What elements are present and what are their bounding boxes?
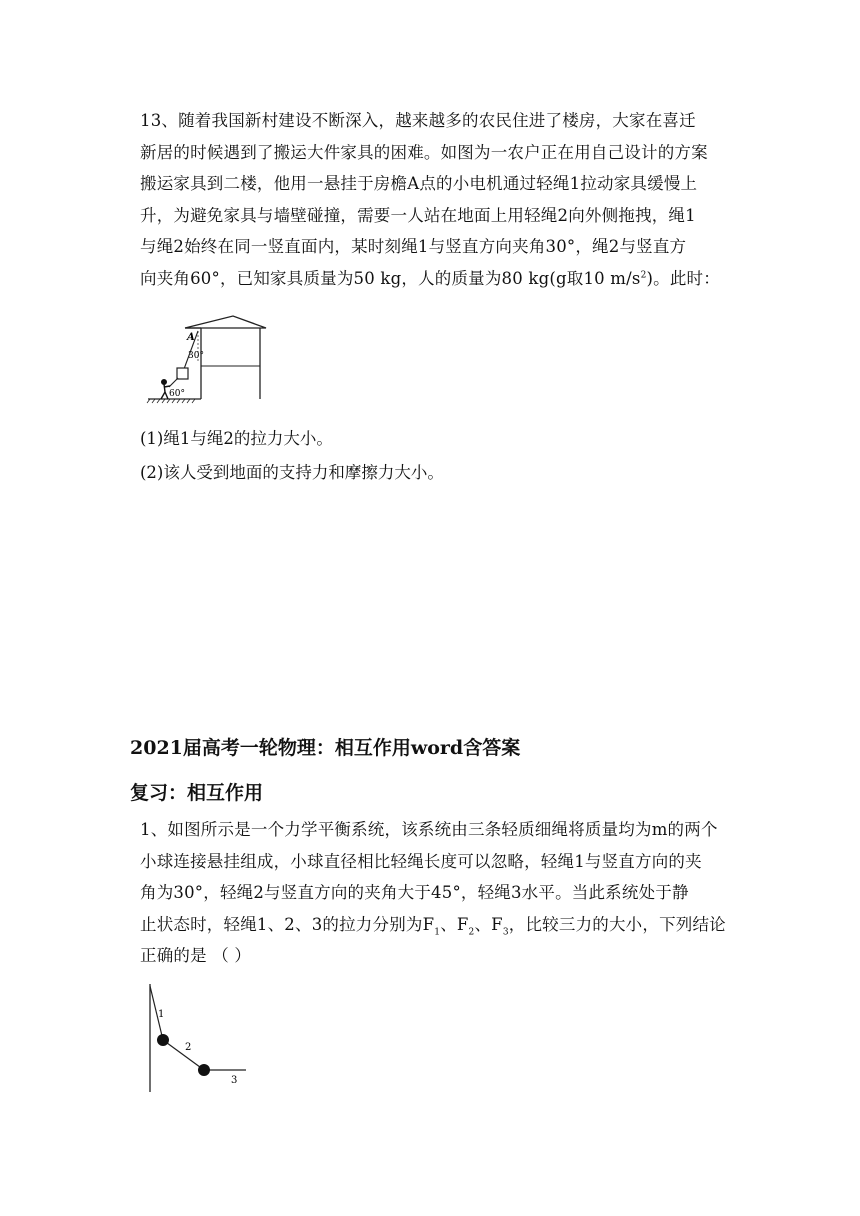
question-line: 正确的是 （ ） xyxy=(140,946,252,965)
question-13-text xyxy=(140,105,740,294)
rope-2 xyxy=(163,1040,204,1070)
text-run: 、F xyxy=(474,914,503,934)
ball-2 xyxy=(198,1064,210,1076)
subscript: 2 xyxy=(468,926,475,937)
rope-3-label: 3 xyxy=(231,1075,238,1086)
sub-question-2: (2)该人受到地面的支持力和摩擦力大小。 xyxy=(140,463,444,482)
roof xyxy=(185,316,266,328)
point-a-label: A xyxy=(187,332,195,343)
question-line: 1、如图所示是一个力学平衡系统，该系统由三条轻质细绳将质量均为m的两个 xyxy=(140,820,718,839)
text-run: 向夹角60°，已知家具质量为50 kg，人的质量为80 kg(g取10 m/s xyxy=(140,268,641,288)
rope-1-label: 1 xyxy=(158,1009,165,1020)
house-pulley-figure xyxy=(143,315,273,410)
question-line: 小球连接悬挂组成，小球直径相比轻绳长度可以忽略，轻绳1与竖直方向的夹 xyxy=(140,851,702,871)
question-line: 角为30°，轻绳2与竖直方向的夹角大于45°，轻绳3水平。当此系统处于静 xyxy=(140,883,689,902)
subscript: 1 xyxy=(434,926,441,937)
angle-60-label: 60° xyxy=(169,389,185,399)
balls-ropes-figure xyxy=(140,984,255,1094)
question-line: 搬运家具到二楼，他用一悬挂于房檐A点的小电机通过轻绳1拉动家具缓慢上 xyxy=(140,174,698,193)
question-line: 升，为避免家具与墙壁碰撞，需要一人站在地面上用轻绳2向外侧拖拽，绳1 xyxy=(140,205,696,225)
question-line xyxy=(140,909,740,941)
furniture-box xyxy=(177,368,188,379)
text-run: )。此时： xyxy=(646,268,720,288)
sub-question-1: (1)绳1与绳2的拉力大小。 xyxy=(140,429,333,448)
superscript: 2 xyxy=(640,270,647,280)
question-line xyxy=(140,263,740,295)
text-run: 、F xyxy=(440,914,469,934)
section-title: 复习：相互作用 xyxy=(130,782,264,804)
rope-2 xyxy=(169,378,178,387)
angle-30-label: 30° xyxy=(188,351,204,361)
document-title: 2021届高考一轮物理：相互作用word含答案 xyxy=(130,737,521,759)
question-line: 新居的时候遇到了搬运大件家具的困难。如图为一农户正在用自己设计的方案 xyxy=(140,142,708,162)
ball-1 xyxy=(157,1034,169,1046)
text-run: 止状态时，轻绳1、2、3的拉力分别为F xyxy=(140,914,435,934)
question-line: 与绳2始终在同一竖直面内，某时刻绳1与竖直方向夹角30°，绳2与竖直方 xyxy=(140,237,687,256)
question-1-text xyxy=(140,814,740,972)
question-line: 13、随着我国新村建设不断深入，越来越多的农民住进了楼房，大家在喜迁 xyxy=(140,111,696,130)
text-run: ，比较三力的大小，下列结论 xyxy=(508,914,726,934)
rope-2-label: 2 xyxy=(185,1042,192,1053)
subscript: 3 xyxy=(502,926,509,937)
